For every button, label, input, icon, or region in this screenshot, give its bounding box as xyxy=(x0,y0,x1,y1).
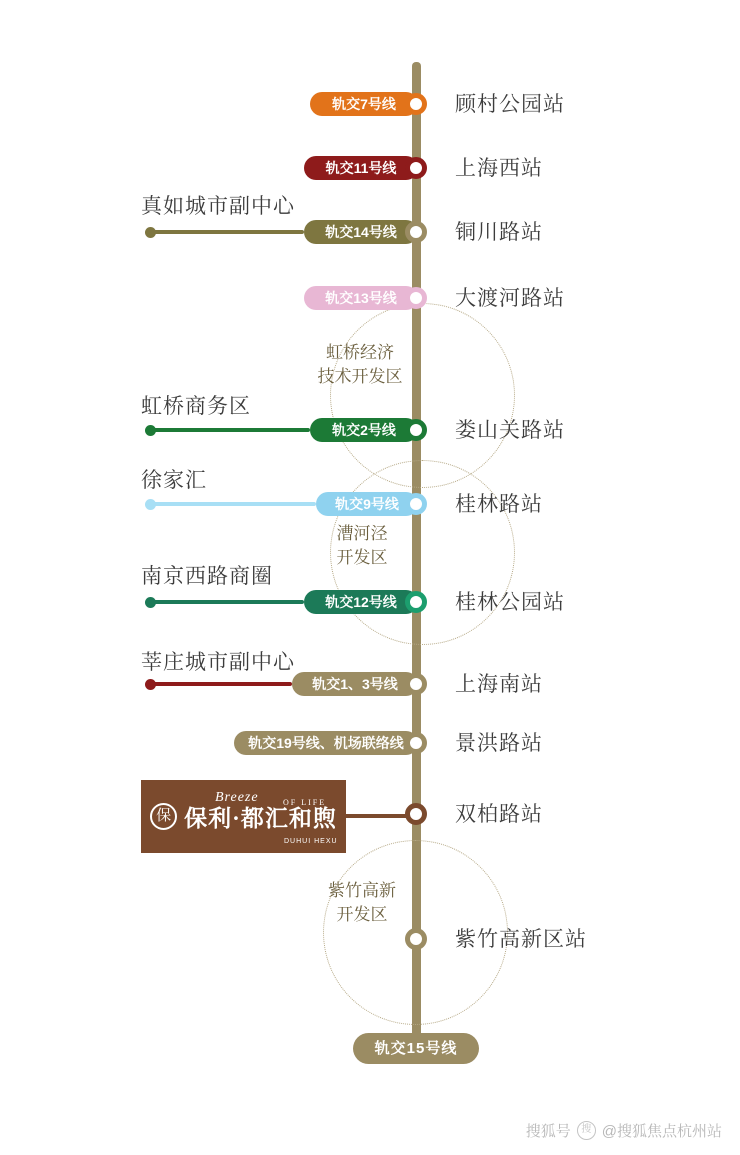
zone-label-zizhu-line1: 紫竹高新 xyxy=(328,881,396,900)
district-branch-dot xyxy=(145,227,156,238)
district-label: 虹桥商务区 xyxy=(141,395,251,418)
rail-line-pill[interactable]: 轨交19号线、机场联络线 xyxy=(234,731,418,755)
station-node[interactable] xyxy=(405,803,427,825)
station-node[interactable] xyxy=(405,732,427,754)
district-label: 南京西路商圈 xyxy=(141,565,273,588)
project-name: 保利·都汇和煦 xyxy=(184,806,337,831)
zone-label-hongqiao xyxy=(300,341,420,389)
station-name: 大渡河路站 xyxy=(455,287,565,310)
station-name: 铜川路站 xyxy=(455,221,543,244)
station-node[interactable] xyxy=(405,221,427,243)
project-script-text: Breeze xyxy=(215,790,259,805)
rail-line-pill[interactable]: 轨交7号线 xyxy=(310,92,418,116)
district-branch-dot xyxy=(145,425,156,436)
district-branch-dot xyxy=(145,597,156,608)
station-node[interactable] xyxy=(405,157,427,179)
zone-label-hongqiao-line1: 虹桥经济 xyxy=(326,343,394,362)
district-branch-dot xyxy=(145,679,156,690)
zone-label-caohejing xyxy=(322,522,402,570)
rail-line-pill[interactable]: 轨交2号线 xyxy=(310,418,418,442)
district-branch-line xyxy=(152,428,310,432)
district-label: 徐家汇 xyxy=(141,469,207,492)
watermark xyxy=(526,1120,722,1141)
station-node[interactable] xyxy=(405,419,427,441)
station-node[interactable] xyxy=(405,591,427,613)
rail-line-pill[interactable]: 轨交11号线 xyxy=(304,156,418,180)
station-name: 娄山关路站 xyxy=(455,419,565,442)
bottom-line-pill: 轨交15号线 xyxy=(353,1033,479,1064)
watermark-prefix: 搜狐号 xyxy=(525,1123,571,1140)
district-branch-dot xyxy=(145,499,156,510)
district-label: 莘庄城市副中心 xyxy=(141,651,295,674)
station-node[interactable] xyxy=(405,287,427,309)
station-node[interactable] xyxy=(405,928,427,950)
station-node[interactable] xyxy=(405,673,427,695)
district-branch-line xyxy=(152,230,304,234)
station-name: 景洪路站 xyxy=(455,732,543,755)
station-name: 桂林公园站 xyxy=(455,591,565,614)
sohu-badge-icon: 搜 xyxy=(577,1121,596,1140)
rail-line-pill[interactable]: 轨交13号线 xyxy=(304,286,418,310)
rail-line-pill[interactable]: 轨交9号线 xyxy=(316,492,418,516)
station-name: 上海南站 xyxy=(455,673,543,696)
district-branch-line xyxy=(152,682,292,686)
station-node[interactable] xyxy=(405,93,427,115)
zone-label-caohejing-line2: 开发区 xyxy=(336,548,388,567)
district-branch-line xyxy=(152,502,316,506)
project-pinyin: DUHUI HEXU xyxy=(284,838,338,845)
project-logo-box[interactable] xyxy=(141,780,346,853)
station-name: 上海西站 xyxy=(455,157,543,180)
zone-label-caohejing-line1: 漕河泾 xyxy=(336,524,388,543)
zone-label-zizhu-line2: 开发区 xyxy=(336,905,388,924)
district-label: 真如城市副中心 xyxy=(141,195,295,218)
rail-line-pill[interactable]: 轨交14号线 xyxy=(304,220,418,244)
district-branch-line xyxy=(152,600,304,604)
station-node[interactable] xyxy=(405,493,427,515)
station-name: 桂林路站 xyxy=(455,493,543,516)
station-name: 双柏路站 xyxy=(455,803,543,826)
project-script-subtitle: OF LIFE xyxy=(283,798,327,807)
zone-label-zizhu xyxy=(312,879,412,927)
zone-label-hongqiao-line2: 技术开发区 xyxy=(317,367,403,386)
rail-line-pill[interactable]: 轨交1、3号线 xyxy=(292,672,418,696)
poly-brand-icon: 保 xyxy=(150,803,177,830)
station-name: 顾村公园站 xyxy=(455,93,565,116)
station-name: 紫竹高新区站 xyxy=(455,928,587,951)
watermark-account: @搜狐焦点杭州站 xyxy=(601,1123,722,1140)
project-connector-line xyxy=(346,814,408,818)
rail-line-pill[interactable]: 轨交12号线 xyxy=(304,590,418,614)
